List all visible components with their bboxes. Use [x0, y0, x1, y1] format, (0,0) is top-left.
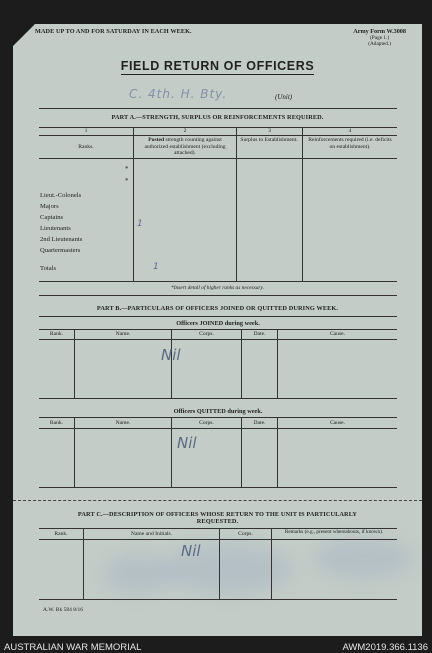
- form-number-label: Army Form W.3008: [353, 28, 406, 35]
- ink-stain: [103, 554, 173, 594]
- column-rule: [302, 127, 303, 281]
- divider: [39, 108, 397, 109]
- column-rule: [171, 417, 172, 487]
- quitted-col-date: Date.: [253, 420, 266, 426]
- table-rule: [39, 539, 397, 540]
- partc-col-corps: Corps.: [238, 531, 253, 537]
- form-page: (Page 1.): [370, 35, 390, 41]
- col-number-4: 4: [348, 128, 352, 134]
- table-rule: [39, 158, 397, 159]
- joined-col-corps: Corps.: [199, 331, 214, 337]
- ink-stain: [313, 539, 413, 579]
- header-note: MADE UP TO AND FOR SATURDAY IN EACH WEEK.: [35, 28, 192, 35]
- quitted-col-name: Name.: [115, 420, 131, 426]
- torn-corner: [13, 24, 35, 46]
- handwritten-nil-joined: Nil: [161, 346, 181, 364]
- table-rule: [39, 398, 397, 399]
- table-rule: [39, 329, 397, 330]
- col-head-ranks: Ranks.: [78, 144, 94, 150]
- table-rule: [39, 428, 397, 429]
- page-title: [13, 57, 422, 75]
- asterisk: *: [125, 166, 129, 173]
- joined-col-date: Date.: [253, 331, 266, 337]
- joined-col-name: Name.: [115, 331, 131, 337]
- column-rule: [74, 329, 75, 398]
- column-rule: [277, 329, 278, 398]
- part-c-heading-2: REQUESTED.: [196, 518, 239, 525]
- asterisk: *: [125, 178, 129, 185]
- rank-lieut-colonels: Lieut.-Colonels: [40, 192, 82, 199]
- col-number-1: 1: [84, 128, 88, 134]
- column-rule: [133, 127, 134, 281]
- table-rule: [39, 281, 397, 282]
- col-number-2: 2: [183, 128, 187, 134]
- footer-accession: AWM2019.366.1136: [342, 642, 428, 653]
- quitted-col-rank: Rank.: [49, 420, 64, 426]
- col-number-3: 3: [268, 128, 271, 134]
- quitted-col-cause: Cause.: [329, 420, 346, 426]
- col-head-reinforcements: Reinforcements required (i.e. deficits on establishment).: [308, 137, 392, 150]
- rank-captains: Captains: [40, 214, 64, 221]
- column-rule: [241, 329, 242, 398]
- handwritten-total: 1: [153, 262, 159, 272]
- column-rule: [74, 417, 75, 487]
- part-c-heading-1: PART C.—DESCRIPTION OF OFFICERS WHOSE RETURN TO THE UNIT IS PARTICULARLY: [77, 511, 358, 518]
- col-head-surplus: Surplus to Establishment.: [240, 137, 298, 143]
- printer-mark: A.W. Bk 584 8/16: [43, 607, 83, 613]
- table-rule: [39, 135, 397, 136]
- divider: [39, 295, 397, 296]
- quitted-col-corps: Corps.: [199, 420, 214, 426]
- form-sheet: [13, 24, 422, 636]
- partc-col-remarks: Remarks (e.g., present whereabouts, if known).: [284, 529, 384, 535]
- part-b-heading: PART B.—PARTICULARS OF OFFICERS JOINED OR QUITTED DURING WEEK.: [96, 305, 339, 312]
- rank-lieutenants: Lieutenants: [40, 225, 71, 232]
- table-rule: [39, 316, 397, 317]
- column-rule: [219, 528, 220, 599]
- col-head-posted: Posted strength counting against authorized establishment (excluding attached).: [144, 137, 226, 157]
- form-adapted: (Adapted.): [368, 41, 392, 48]
- partc-col-name: Name and Initials.: [130, 531, 173, 537]
- column-rule: [271, 528, 272, 599]
- partc-col-rank: Rank.: [54, 531, 68, 537]
- part-a-heading: PART A.—STRENGTH, SURPLUS OR REINFORCEMENTS REQUIRED.: [111, 114, 324, 121]
- column-rule: [277, 417, 278, 487]
- joined-col-cause: Cause.: [329, 331, 346, 337]
- joined-heading: Officers JOINED during week.: [176, 320, 260, 327]
- rank-totals: Totals: [40, 265, 57, 272]
- rank-2nd-lieutenants: 2nd Lieutenants: [40, 236, 83, 243]
- table-rule: [39, 599, 397, 600]
- rank-quartermasters: Quartermasters: [40, 247, 81, 254]
- handwritten-posted: 1: [137, 219, 143, 229]
- quitted-heading: Officers QUITTED during week.: [173, 408, 263, 415]
- unit-label: (Unit): [275, 93, 293, 101]
- page-title-text: FIELD RETURN OF OFFICERS: [120, 59, 315, 73]
- unit-handwritten: C. 4th. H. Bty.: [129, 87, 228, 101]
- column-rule: [236, 127, 237, 281]
- table-rule: [39, 417, 397, 418]
- perforation: [13, 500, 422, 501]
- column-rule: [83, 528, 84, 599]
- handwritten-nil-quitted: Nil: [177, 434, 197, 452]
- joined-col-rank: Rank.: [49, 331, 64, 337]
- handwritten-nil-partc: Nil: [181, 542, 201, 560]
- form-number: [353, 28, 406, 47]
- table-rule: [39, 339, 397, 340]
- column-rule: [241, 417, 242, 487]
- table-rule: [39, 487, 397, 488]
- footnote: *Insert detail of higher ranks as necessary.: [171, 285, 264, 291]
- footer-source: AUSTRALIAN WAR MEMORIAL: [4, 642, 142, 653]
- rank-majors: Majors: [40, 203, 59, 210]
